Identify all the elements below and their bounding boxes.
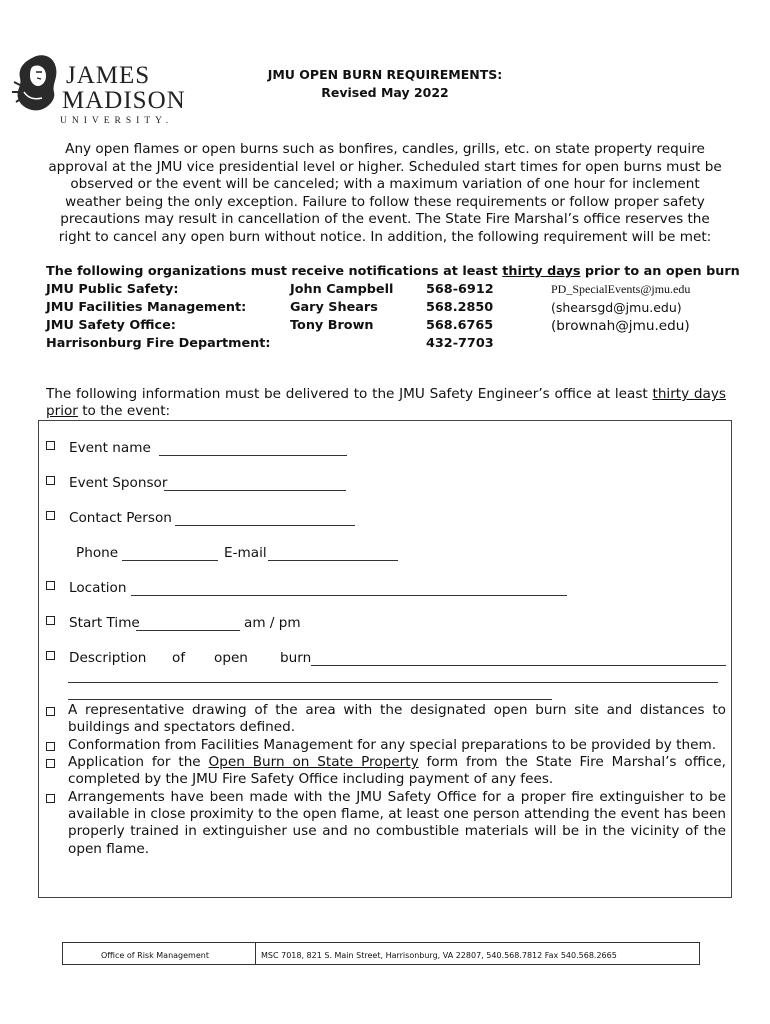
description-word: open (214, 650, 248, 666)
description-blank[interactable] (311, 665, 726, 666)
field-email (224, 545, 267, 561)
org-contact: Tony Brown (290, 318, 374, 333)
field-label: Contact Person (69, 510, 172, 526)
footer (62, 942, 700, 965)
org-name: JMU Facilities Management: (46, 300, 247, 315)
field-location (46, 580, 127, 596)
org-phone: 432-7703 (426, 336, 494, 351)
checkbox-icon[interactable] (46, 476, 55, 485)
field-label: Description (69, 650, 147, 666)
deliver-post: to the event: (77, 403, 171, 419)
field-label: E-mail (224, 545, 267, 561)
org-name: Harrisonburg Fire Department: (46, 336, 271, 351)
field-contact-person (46, 510, 172, 526)
org-email-link[interactable]: (brownah@jmu.edu) (551, 318, 690, 334)
organizations-heading-post: prior to an open burn (580, 264, 740, 279)
requirement-extinguisher: Arrangements have been made with the JMU Safety Office for a proper fire extinguisher to be available in close proximity to the open flame, at least one person attending the event has been properly trained in extinguisher use and no combustible materials will be in the vicinity of the open flame. (68, 789, 726, 857)
field-description (46, 650, 146, 666)
org-email-link[interactable]: PD_SpecialEvents@jmu.edu (551, 282, 691, 296)
application-post: form from the State Fire Marshal’s office, completed by the JMU Fire Safety Office including payment of any fees. (68, 754, 726, 788)
org-phone: 568.6765 (426, 318, 494, 333)
event-sponsor-blank[interactable] (164, 490, 346, 491)
am-pm-label: am / pm (244, 615, 301, 631)
jmu-logo (12, 52, 186, 134)
field-label: Start Time (69, 615, 140, 631)
field-label: Event Sponsor (69, 475, 168, 491)
location-blank[interactable] (131, 595, 567, 596)
checkbox-icon[interactable] (46, 742, 55, 751)
logo-james: JAMES (66, 62, 151, 89)
field-label: Phone (76, 545, 119, 561)
checkbox-icon[interactable] (46, 707, 55, 716)
footer-divider (255, 943, 256, 964)
deliver-emph: thirty days prior (46, 386, 726, 419)
organizations-heading (46, 264, 740, 279)
logo-madison: MADISON (62, 87, 186, 114)
field-event-name (46, 440, 151, 456)
field-phone (76, 545, 118, 561)
contact-person-blank[interactable] (175, 525, 355, 526)
checkbox-icon[interactable] (46, 616, 55, 625)
org-email-link[interactable]: (shearsgd@jmu.edu) (551, 300, 682, 315)
event-name-blank[interactable] (159, 455, 347, 456)
title-line1: JMU OPEN BURN REQUIREMENTS: (267, 67, 503, 82)
field-label: Location (69, 580, 127, 596)
title-revised: Revised May 2022 (321, 85, 449, 100)
field-start-time (46, 615, 140, 631)
org-contact: John Campbell (290, 282, 394, 297)
application-pre: Application for the (68, 754, 209, 770)
org-name: JMU Safety Office: (46, 318, 176, 333)
email-blank[interactable] (268, 560, 398, 561)
organizations-heading-emph: thirty days (502, 264, 581, 279)
org-name: JMU Public Safety: (46, 282, 179, 297)
description-blank-3[interactable] (68, 699, 552, 700)
open-burn-form-link[interactable]: Open Burn on State Property (208, 754, 419, 770)
organizations-heading-pre: The following organizations must receive notifications at least (46, 264, 503, 279)
checkbox-icon[interactable] (46, 651, 55, 660)
org-phone: 568-6912 (426, 282, 494, 297)
checkbox-icon[interactable] (46, 794, 55, 803)
org-phone: 568.2850 (426, 300, 494, 315)
intro-paragraph: Any open flames or open burns such as bonfires, candles, grills, etc. on state property require approval at the JMU vice presidential level or higher. Scheduled start times for open burns must be observed or the event will be canceled; with a maximum variation of one hour for inclement weather being the only exception. Failure to follow these requirements or follow proper safety precautions may result in cancellation of the event. The State Fire Marshal’s office reserves the right to cancel any open burn without notice. In addition, the following requirement will be met: (48, 141, 722, 245)
deliver-pre: The following information must be delivered to the JMU Safety Engineer’s office at least (46, 386, 653, 402)
description-word: burn (280, 650, 312, 666)
field-event-sponsor (46, 475, 167, 491)
start-time-blank[interactable] (136, 630, 240, 631)
logo-university: UNIVERSITY. (60, 116, 174, 126)
field-label: Event name (69, 440, 151, 456)
phone-blank[interactable] (122, 560, 218, 561)
description-word: of (172, 650, 186, 666)
checkbox-icon[interactable] (46, 441, 55, 450)
org-contact: Gary Shears (290, 300, 378, 315)
document-title (200, 66, 570, 102)
requirement-application (68, 754, 726, 788)
requirement-drawing: A representative drawing of the area with the designated open burn site and distances to buildings and spectators defined. (68, 702, 726, 736)
footer-address: MSC 7018, 821 S. Main Street, Harrisonburg, VA 22807, 540.568.7812 Fax 540.568.2665 (261, 951, 617, 960)
deliver-paragraph (46, 386, 726, 420)
description-blank-2[interactable] (68, 682, 718, 683)
requirement-facilities: Conformation from Facilities Management for any special preparations to be provided by them. (68, 737, 717, 753)
checkbox-icon[interactable] (46, 511, 55, 520)
checkbox-icon[interactable] (46, 759, 55, 768)
checkbox-icon[interactable] (46, 581, 55, 590)
footer-office: Office of Risk Management (101, 951, 209, 960)
